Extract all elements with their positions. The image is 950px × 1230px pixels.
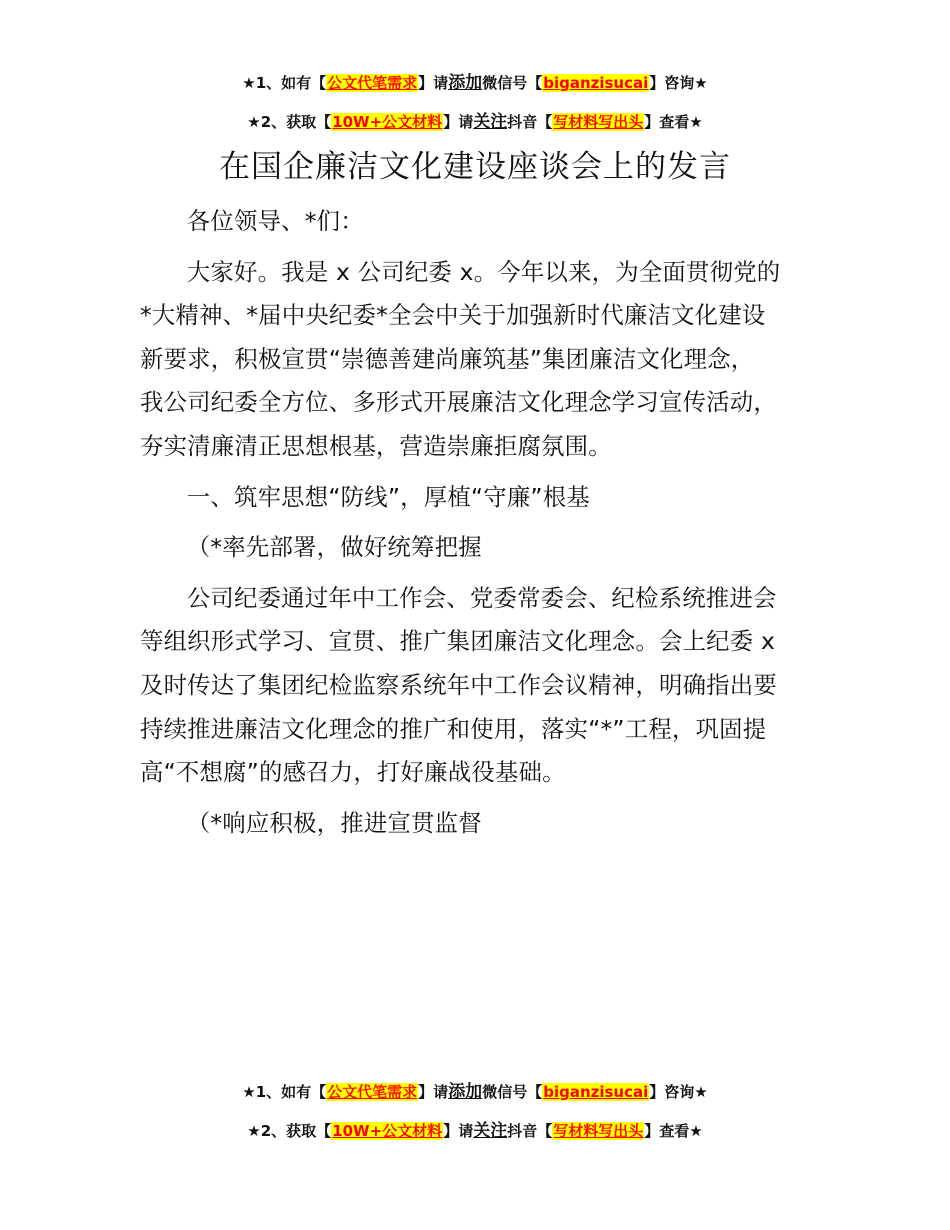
document-title: 在国企廉洁文化建设座谈会上的发言 <box>219 149 731 185</box>
header-promo-line-1 <box>0 68 950 93</box>
paragraph-line: 及时传达了集团纪检监察系统年中工作会议精神，明确指出要 <box>140 670 777 699</box>
promo-highlight-service: 公文代笔需求 <box>327 74 418 92</box>
promo-highlight-materials: 10W+公文材料 <box>332 1122 443 1140</box>
promo-mid: 】请 <box>418 1083 449 1101</box>
paragraph-line: 大家好。我是 x 公司纪委 x。今年以来，为全面贯彻党的 <box>186 257 781 286</box>
promo-prefix: ★2、获取【 <box>247 113 332 131</box>
promo-highlight-service: 公文代笔需求 <box>327 1083 418 1101</box>
promo-mid: 抖音【 <box>507 113 553 131</box>
subheading-1: （*率先部署，做好统筹把握 <box>186 533 482 562</box>
paragraph-line: 我公司纪委全方位、多形式开展廉洁文化理念学习宣传活动， <box>140 388 777 417</box>
promo-mid: 微信号【 <box>482 1083 543 1101</box>
section-heading-1: 一、筑牢思想“防线”，厚植“守廉”根基 <box>186 482 590 511</box>
intro-paragraph <box>140 251 812 469</box>
paragraph-line: *大精神、*届中央纪委*全会中关于加强新时代廉洁文化建设 <box>140 301 766 330</box>
paragraph-line: 高“不想腐”的感召力，打好廉战役基础。 <box>140 758 566 787</box>
promo-mid: 】请 <box>443 113 474 131</box>
promo-highlight-wechat-id: biganzisucai <box>543 1083 649 1101</box>
promo-emphasis: 添加 <box>448 73 483 93</box>
paragraph-line: 等组织形式学习、宣贯、推广集团廉洁文化理念。会上纪委 x <box>140 627 776 656</box>
promo-emphasis: 关注 <box>473 1121 508 1141</box>
promo-highlight-douyin-account: 写材料写出头 <box>553 1122 644 1140</box>
promo-mid: 抖音【 <box>507 1122 553 1140</box>
paragraph-line: 公司纪委通过年中工作会、党委常委会、纪检系统推进会 <box>186 583 777 612</box>
promo-emphasis: 关注 <box>473 112 508 132</box>
promo-suffix: 】咨询★ <box>649 74 708 92</box>
promo-emphasis: 添加 <box>448 1082 483 1102</box>
promo-suffix: 】查看★ <box>644 1122 703 1140</box>
footer-promo-line-1 <box>0 1077 950 1102</box>
subheading-2: （*响应积极，推进宣贯监督 <box>186 808 482 837</box>
promo-suffix: 】查看★ <box>644 113 703 131</box>
document-body <box>140 200 812 845</box>
header-promo-line-2 <box>0 107 950 132</box>
promo-prefix: ★1、如有【 <box>242 1083 327 1101</box>
footer-promo-line-2 <box>0 1116 950 1141</box>
promo-suffix: 】咨询★ <box>649 1083 708 1101</box>
salutation: 各位领导、*们： <box>186 207 364 235</box>
promo-mid: 】请 <box>443 1122 474 1140</box>
promo-highlight-materials: 10W+公文材料 <box>332 113 443 131</box>
promo-highlight-wechat-id: biganzisucai <box>543 74 649 92</box>
promo-mid: 微信号【 <box>482 74 543 92</box>
paragraph-line: 持续推进廉洁文化理念的推广和使用，落实“*”工程，巩固提 <box>140 714 767 743</box>
promo-prefix: ★1、如有【 <box>242 74 327 92</box>
promo-mid: 】请 <box>418 74 449 92</box>
promo-prefix: ★2、获取【 <box>247 1122 332 1140</box>
paragraph-line: 新要求，积极宣贯“崇德善建尚廉筑基”集团廉洁文化理念， <box>140 344 755 373</box>
promo-highlight-douyin-account: 写材料写出头 <box>553 113 644 131</box>
paragraph-line: 夯实清廉清正思想根基，营造崇廉拒腐氛围。 <box>140 431 612 460</box>
body-paragraph-1 <box>140 577 812 795</box>
